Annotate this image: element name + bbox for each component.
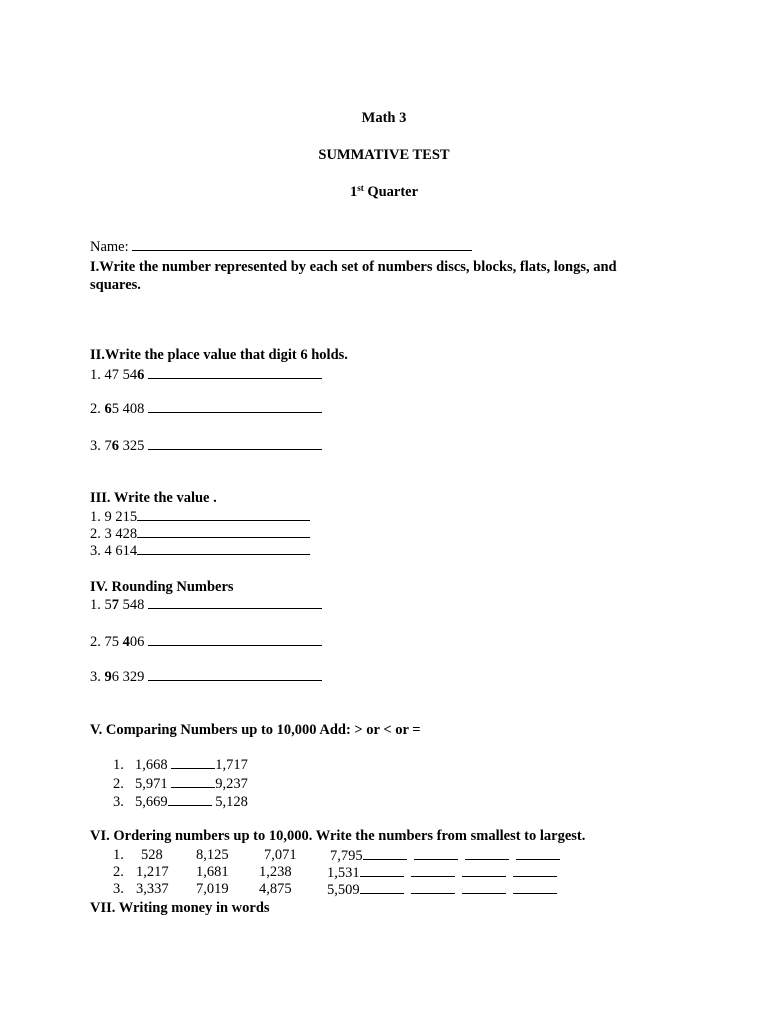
item-number: 1. (113, 847, 124, 863)
item-number: 2. (90, 401, 101, 417)
order-last-and-blanks (327, 864, 557, 882)
section-5-title: V. Comparing Numbers up to 10,000 Add: > or < or = (90, 722, 421, 738)
order-last-and-blanks (327, 881, 557, 899)
quarter-number: 1 (349, 184, 358, 200)
s4-item-2 (90, 633, 322, 651)
compare-b: 5,128 (215, 794, 248, 810)
s6-item-1 (113, 847, 135, 864)
order-number: 8,125 (196, 847, 229, 863)
order-blank[interactable] (414, 847, 458, 860)
answer-blank[interactable] (148, 633, 322, 646)
item-number: 2. (113, 864, 124, 880)
item-number: 3. (90, 543, 101, 559)
item-number-text: 5 (104, 597, 112, 613)
section-3-title: III. Write the value . (90, 490, 217, 506)
item-number: 3. (90, 438, 101, 454)
item-number: 3. (113, 881, 124, 897)
order-blank[interactable] (462, 881, 506, 894)
s3-item-1 (90, 508, 310, 526)
quarter-suffix: st (357, 183, 364, 193)
item-value: 3 428 (104, 526, 138, 542)
s3-item-3 (90, 542, 310, 560)
item-number-text: 47 54 (104, 367, 138, 383)
item-digit-bold: 6 (104, 401, 112, 417)
order-blank[interactable] (462, 864, 506, 877)
s5-item-2 (113, 775, 248, 793)
order-number: 1,217 (136, 864, 169, 880)
s3-item-2 (90, 525, 310, 543)
item-number-text: 6 329 (111, 669, 145, 685)
item-number-text: 06 (129, 634, 145, 650)
item-digit-bold: 4 (122, 634, 130, 650)
answer-blank[interactable] (148, 437, 322, 450)
answer-blank[interactable] (148, 400, 322, 413)
order-number: 7,795 (330, 848, 363, 864)
order-last-and-blanks (330, 847, 560, 865)
quarter-title (0, 184, 768, 201)
item-value: 4 614 (104, 543, 138, 559)
order-number: 3,337 (136, 881, 169, 897)
item-number-text: 7 (104, 438, 112, 454)
s4-item-1 (90, 596, 322, 614)
compare-b: 1,717 (215, 757, 248, 773)
quarter-word: Quarter (367, 184, 419, 200)
item-number: 2. (113, 776, 124, 792)
order-blank[interactable] (465, 847, 509, 860)
answer-blank[interactable] (148, 596, 322, 609)
name-label: Name: (90, 239, 129, 255)
answer-blank[interactable] (137, 542, 310, 555)
order-number: 528 (141, 847, 163, 863)
s5-item-1 (113, 756, 248, 774)
compare-b: 9,237 (215, 776, 248, 792)
order-blank[interactable] (360, 881, 404, 894)
compare-blank[interactable] (171, 775, 215, 788)
order-blank[interactable] (360, 864, 404, 877)
order-blank[interactable] (513, 881, 557, 894)
s2-item-3 (90, 437, 322, 455)
order-number: 1,238 (259, 864, 292, 880)
subject-title: Math 3 (361, 110, 407, 126)
compare-a: 5,669 (135, 794, 168, 810)
answer-blank[interactable] (148, 366, 322, 379)
section-6-title: VI. Ordering numbers up to 10,000. Write the numbers from smallest to largest. (90, 828, 586, 844)
item-number-text: 5 408 (111, 401, 145, 417)
item-digit-bold: 6 (111, 438, 119, 454)
item-number-text: 548 (119, 597, 145, 613)
name-line (90, 238, 472, 256)
section-1-title: I.Write the number represented by each set of numbers discs, blocks, flats, longs, and squares. (90, 259, 617, 293)
order-number: 7,019 (196, 881, 229, 897)
name-blank[interactable] (132, 238, 472, 251)
order-blank[interactable] (513, 864, 557, 877)
item-digit-bold: 7 (111, 597, 119, 613)
item-value: 9 215 (104, 509, 138, 525)
s2-item-2 (90, 400, 322, 418)
order-blank[interactable] (516, 847, 560, 860)
order-number: 4,875 (259, 881, 292, 897)
item-number: 3. (90, 669, 101, 685)
answer-blank[interactable] (137, 508, 310, 521)
test-title: SUMMATIVE TEST (318, 147, 450, 163)
item-number: 1. (90, 367, 101, 383)
order-blank[interactable] (411, 864, 455, 877)
item-number: 1. (90, 597, 101, 613)
s5-item-3 (113, 793, 248, 811)
item-digit-bold: 6 (137, 367, 145, 383)
section-4-title: IV. Rounding Numbers (90, 579, 234, 595)
item-number: 1. (90, 509, 101, 525)
order-blank[interactable] (363, 847, 407, 860)
s6-item-2 (113, 864, 135, 881)
compare-blank[interactable] (168, 793, 212, 806)
s2-item-1 (90, 366, 322, 384)
compare-a: 1,668 (135, 757, 168, 773)
order-number: 5,509 (327, 882, 360, 898)
compare-blank[interactable] (171, 756, 215, 769)
item-number: 2. (90, 634, 101, 650)
item-number-text: 325 (119, 438, 145, 454)
item-number: 2. (90, 526, 101, 542)
order-number: 7,071 (264, 847, 297, 863)
order-blank[interactable] (411, 881, 455, 894)
section-7-title: VII. Writing money in words (90, 900, 270, 916)
item-number: 3. (113, 794, 124, 810)
s4-item-3 (90, 668, 322, 686)
answer-blank[interactable] (148, 668, 322, 681)
section-2-title: II.Write the place value that digit 6 holds. (90, 347, 348, 363)
compare-a: 5,971 (135, 776, 168, 792)
item-digit-bold: 9 (104, 669, 112, 685)
item-number-text: 75 (104, 634, 123, 650)
order-number: 1,531 (327, 865, 360, 881)
order-number: 1,681 (196, 864, 229, 880)
answer-blank[interactable] (137, 525, 310, 538)
s6-item-3 (113, 881, 135, 898)
item-number: 1. (113, 757, 124, 773)
